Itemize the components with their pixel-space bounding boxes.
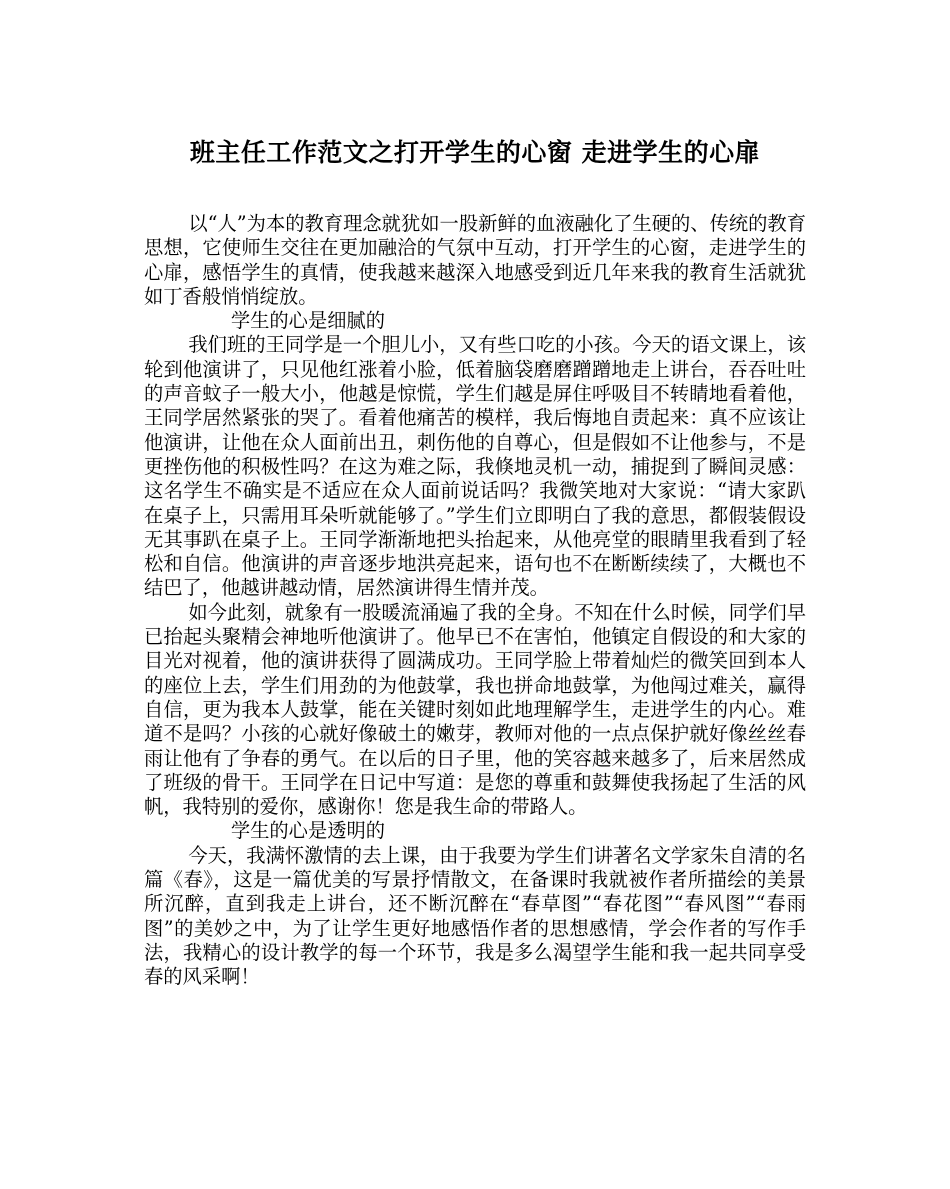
paragraph-story: 我们班的王同学是一个胆儿小，又有些口吃的小孩。今天的语文课上，该轮到他演讲了，只见他红涨着小脸，低着脑袋磨磨蹭蹭地走上讲台，吞吞吐吐的声音蚊子一般大小，他越是惊慌，学生们越是屏住呼吸目不转睛地看着他，王同学居然紧张的哭了。看着他痛苦的模样，我后悔地自责起来：真不应该让他演讲，让他在众人面前出丑，刺伤他的自尊心，但是假如不让他参与，不是更挫伤他的积极性吗？在这为难之际，我倏地灵机一动，捕捉到了瞬间灵感：这名学生不确实是不适应在众人面前说话吗？我微笑地对大家说：“请大家趴在桌子上，只需用耳朵听就能够了。”学生们立即明白了我的意思，都假装假设无其事趴在桌子上。王同学渐渐地把头抬起来，从他亮堂的眼睛里我看到了轻松和自信。他演讲的声音逐步地洪亮起来，语句也不在断断续续了，大概也不结巴了，他越讲越动情，居然演讲得生情并茂。 — [144, 333, 806, 600]
paragraph-reflection: 如今此刻，就象有一股暖流涌遍了我的全身。不知在什么时候，同学们早已抬起头聚精会神地听他演讲了。他早已不在害怕，他镇定自假设的和大家的目光对视着，他的演讲获得了圆满成功。王同学脸上带着灿烂的微笑回到本人的座位上去，学生们用劲的为他鼓掌，我也拼命地鼓掌，为他闯过难关，赢得自信，更为我本人鼓掌，能在关键时刻如此地理解学生，走进学生的内心。难道不是吗？小孩的心就好像破土的嫩芽，教师对他的一点点保护就好像丝丝春雨让他有了争春的勇气。在以后的日子里，他的笑容越来越多了，后来居然成了班级的骨干。王同学在日记中写道：是您的尊重和鼓舞使我扬起了生活的风帆，我特别的爱你，感谢你！您是我生命的带路人。 — [144, 600, 806, 819]
paragraph-intro: 以“人”为本的教育理念就犹如一股新鲜的血液融化了生硬的、传统的教育思想，它使师生交往在更加融洽的气氛中互动，打开学生的心窗，走进学生的心扉，感悟学生的真情，使我越来越深入地感受到近几年来我的教育生活就犹如丁香般悄悄绽放。 — [144, 212, 806, 308]
document-body — [144, 212, 806, 990]
section-heading-delicate: 学生的心是细腻的 — [230, 309, 386, 333]
section-heading-transparent: 学生的心是透明的 — [230, 819, 386, 843]
document-title: 班主任工作范文之打开学生的心窗 走进学生的心扉 — [189, 138, 761, 167]
paragraph-spring-lesson: 今天，我满怀激情的去上课，由于我要为学生们讲著名文学家朱自清的名篇《春》，这是一篇优美的写景抒情散文，在备课时我就被作者所描绘的美景所沉醉，直到我走上讲台，还不断沉醉在“春草图”“春花图”“春风图”“春雨图”的美妙之中，为了让学生更好地感悟作者的思想感情，学会作者的写作手法，我精心的设计教学的每一个环节，我是多么渴望学生能和我一起共同享受春的风采啊！ — [144, 843, 806, 989]
